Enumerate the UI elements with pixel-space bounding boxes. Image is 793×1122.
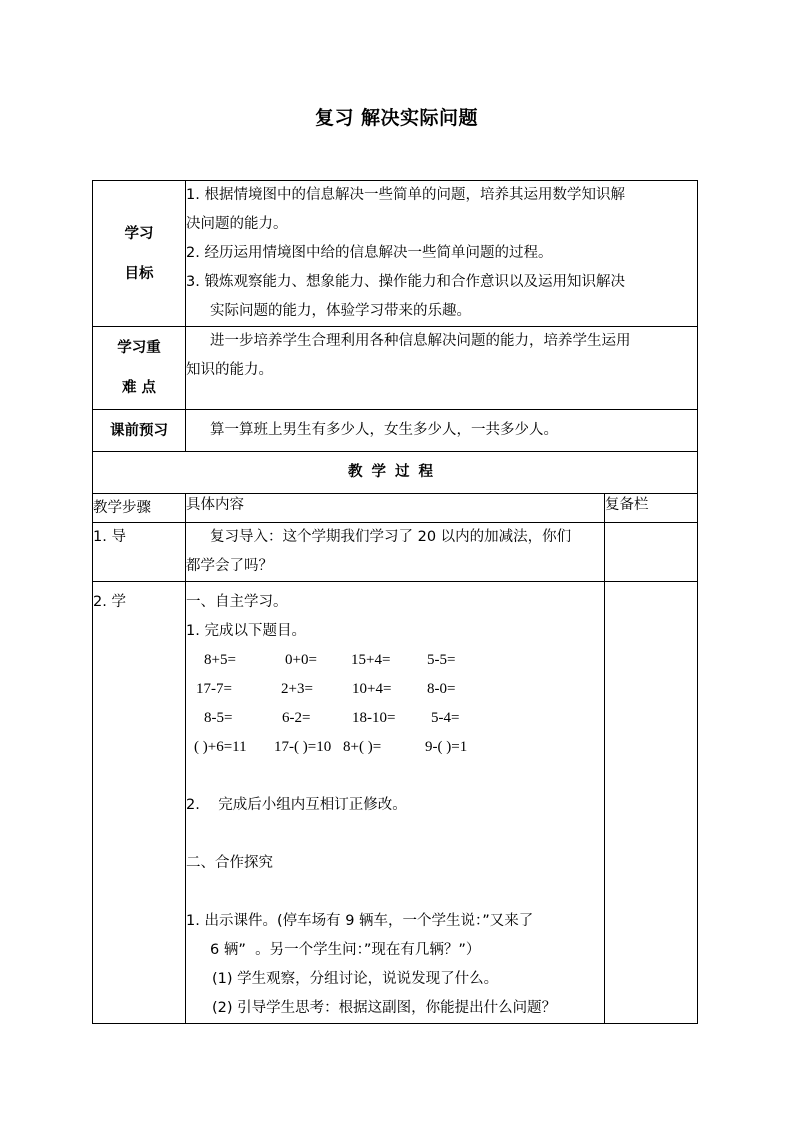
key-points-row bbox=[93, 327, 698, 410]
key-points-line-1: 进一步培养学生合理利用各种信息解决问题的能力，培养学生运用 bbox=[210, 333, 631, 349]
math-row-1 bbox=[186, 646, 604, 675]
step-2-notes bbox=[605, 582, 698, 1024]
process-title-row bbox=[93, 452, 698, 494]
cooperation-heading: 二、合作探究 bbox=[186, 855, 273, 871]
objectives-content bbox=[186, 181, 698, 327]
math-item: 8-5= bbox=[204, 710, 233, 726]
objective-item-2: 2. 经历运用情境图中给的信息解决一些简单问题的过程。 bbox=[186, 245, 553, 261]
math-item: 8+( )= bbox=[343, 739, 382, 755]
math-item: 8+5= bbox=[204, 652, 236, 668]
column-notes-header: 复备栏 bbox=[605, 494, 698, 523]
step-1-line-1: 复习导入：这个学期我们学习了 20 以内的加减法，你们 bbox=[210, 529, 572, 545]
math-item: 0+0= bbox=[285, 652, 317, 668]
math-item: ( )+6=11 bbox=[194, 739, 247, 755]
step-1-line-2: 都学会了吗？ bbox=[186, 558, 273, 574]
math-row-3 bbox=[186, 704, 604, 733]
math-item: 18-10= bbox=[352, 710, 396, 726]
page-title: 复习 解决实际问题 bbox=[314, 107, 479, 129]
cooperation-sub-2: (2) 引导学生思考：根据这副图，你能提出什么问题？ bbox=[212, 1000, 557, 1016]
column-content-header: 具体内容 bbox=[186, 494, 605, 523]
objectives-label-line-2: 目标 bbox=[124, 265, 154, 282]
math-item: 9-( )=1 bbox=[425, 739, 468, 755]
self-study-task-1: 1. 完成以下题目。 bbox=[186, 623, 306, 639]
self-study-task-2: 2. 完成后小组内互相订正修改。 bbox=[186, 797, 407, 813]
self-study-heading: 一、自主学习。 bbox=[186, 594, 288, 610]
step-1-notes bbox=[605, 523, 698, 582]
objective-item-1-cont: 决问题的能力。 bbox=[186, 216, 288, 232]
preview-text: 算一算班上男生有多少人，女生多少人，一共多少人。 bbox=[210, 422, 558, 438]
step-2-content bbox=[186, 582, 605, 1024]
math-item: 6-2= bbox=[282, 710, 311, 726]
math-item: 17-7= bbox=[196, 681, 232, 697]
cooperation-item-1: 1. 出示课件。(停车场有 9 辆车，一个学生说：”又来了 bbox=[186, 913, 534, 929]
column-step-header: 教学步骤 bbox=[93, 494, 186, 523]
column-header-row bbox=[93, 494, 698, 523]
preview-content bbox=[186, 410, 698, 452]
preview-row bbox=[93, 410, 698, 452]
key-points-label-line-2: 难 点 bbox=[121, 380, 157, 396]
step-1-label: 1. 导 bbox=[93, 523, 186, 582]
objectives-label-line-1: 学习 bbox=[124, 225, 154, 242]
objectives-label bbox=[93, 181, 186, 327]
objective-item-3-cont: 实际问题的能力，体验学习带来的乐趣。 bbox=[210, 303, 471, 319]
preview-label: 课前预习 bbox=[93, 410, 186, 452]
lesson-plan-table bbox=[92, 180, 698, 1024]
process-title: 教学过程 bbox=[93, 452, 698, 494]
objective-item-3: 3. 锻炼观察能力、想象能力、操作能力和合作意识以及运用知识解决 bbox=[186, 274, 625, 290]
math-item: 8-0= bbox=[427, 681, 456, 697]
math-item: 5-5= bbox=[427, 652, 456, 668]
math-item: 15+4= bbox=[351, 652, 391, 668]
math-item: 10+4= bbox=[352, 681, 392, 697]
math-row-4 bbox=[186, 733, 604, 762]
step-1-row bbox=[93, 523, 698, 582]
math-row-2 bbox=[186, 675, 604, 704]
math-item: 17-( )=10 bbox=[274, 739, 332, 755]
objectives-row bbox=[93, 181, 698, 327]
step-2-label: 2. 学 bbox=[93, 582, 186, 1024]
objective-item-1: 1. 根据情境图中的信息解决一些简单的问题，培养其运用数学知识解 bbox=[186, 187, 625, 203]
key-points-label bbox=[93, 327, 186, 410]
key-points-label-line-1: 学习重 bbox=[117, 340, 161, 356]
step-1-content bbox=[186, 523, 605, 582]
key-points-line-2: 知识的能力。 bbox=[186, 362, 273, 378]
math-item: 2+3= bbox=[281, 681, 313, 697]
cooperation-item-1-cont: 6 辆” 。另一个学生问：”现在有几辆？”） bbox=[210, 942, 481, 958]
step-2-row bbox=[93, 582, 698, 1024]
math-item: 5-4= bbox=[431, 710, 460, 726]
key-points-content bbox=[186, 327, 698, 410]
cooperation-sub-1: (1) 学生观察，分组讨论，说说发现了什么。 bbox=[212, 971, 499, 987]
